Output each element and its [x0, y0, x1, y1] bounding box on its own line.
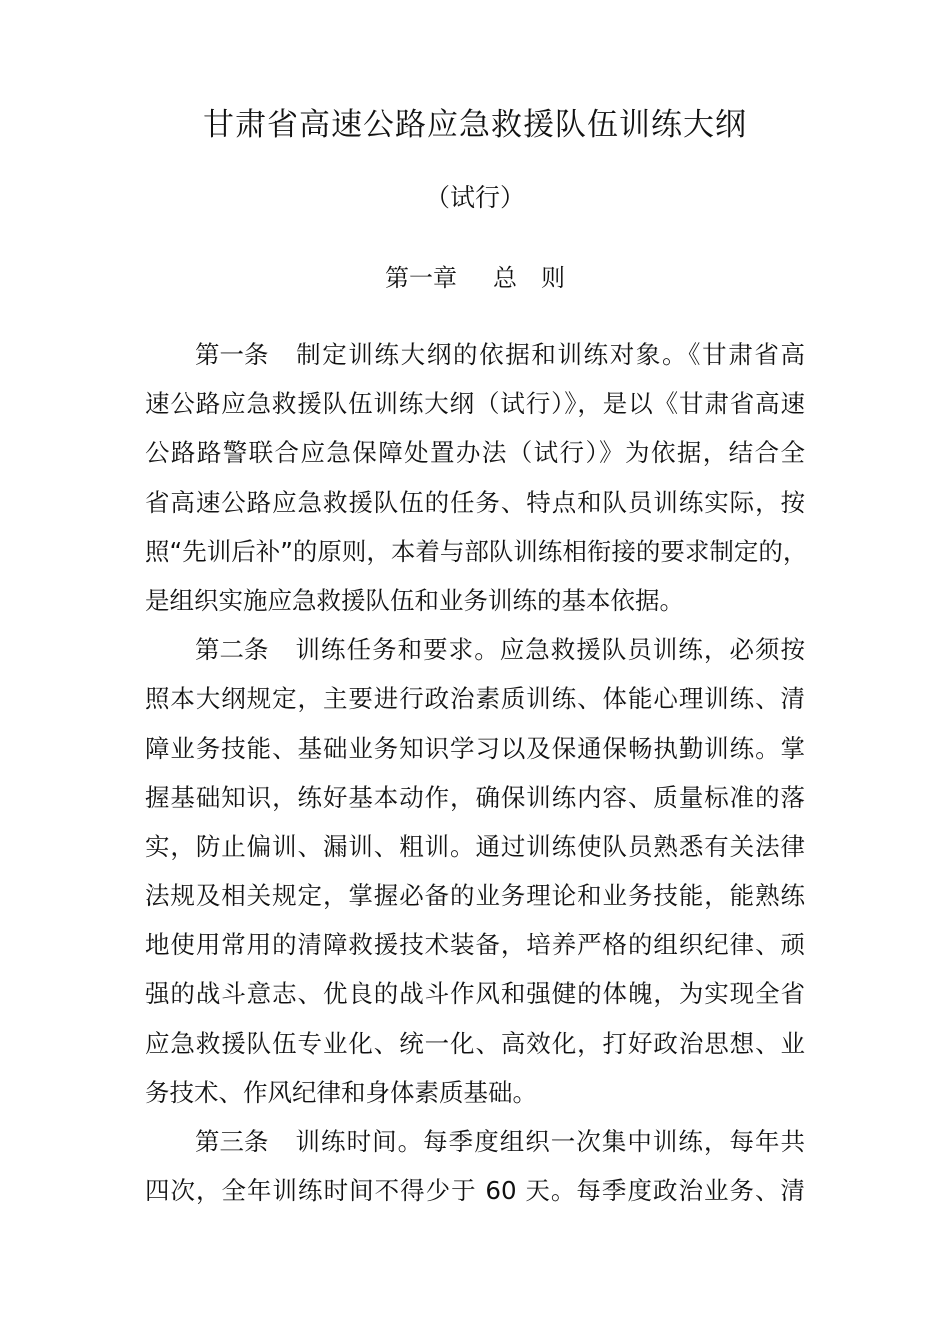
article-line: 四次，全年训练时间不得少于 60 天。每季度政治业务、清	[145, 1176, 805, 1206]
document-title: 甘肃省高速公路应急救援队伍训练大纲	[203, 107, 747, 143]
article-label: 第一条	[195, 340, 269, 369]
article-3	[145, 1117, 805, 1215]
article-label: 第三条	[195, 1127, 269, 1156]
article-text: 制定训练大纲的依据和训练对象。《甘肃省高	[294, 340, 805, 369]
chapter-heading	[0, 256, 950, 300]
chapter-number: 第一章	[385, 264, 457, 292]
article-text: 训练任务和要求。应急救援队员训练，必须按	[294, 635, 805, 665]
article-line: 省高速公路应急救援队伍的任务、特点和队员训练实际，按	[145, 487, 805, 517]
article-text: 训练时间。每季度组织一次集中训练，每年共	[294, 1127, 805, 1156]
chapter-name-part1: 总	[493, 264, 517, 292]
article-2	[145, 625, 805, 1117]
article-line	[145, 625, 805, 674]
article-line: 照“先训后补”的原则，本着与部队训练相衔接的要求制定的，	[145, 536, 808, 566]
article-line: 务技术、作风纪律和身体素质基础。	[145, 1077, 537, 1107]
article-line	[145, 1117, 805, 1166]
chapter-name-part2: 则	[541, 264, 565, 292]
article-line: 实，防止偏训、漏训、粗训。通过训练使队员熟悉有关法律	[145, 831, 805, 861]
article-line: 是组织实施应急救援队伍和业务训练的基本依据。	[145, 585, 684, 615]
article-label: 第二条	[195, 635, 269, 665]
article-line: 地使用常用的清障救援技术装备，培养严格的组织纪律、顽	[145, 930, 805, 960]
article-line: 公路路警联合应急保障处置办法（试行）》为依据，结合全	[145, 438, 805, 468]
article-line: 法规及相关规定，掌握必备的业务理论和业务技能，能熟练	[145, 881, 805, 911]
article-line: 强的战斗意志、优良的战斗作风和强健的体魄，为实现全省	[145, 979, 805, 1009]
article-line	[145, 330, 805, 379]
article-line: 握基础知识，练好基本动作，确保训练内容、质量标准的落	[145, 782, 805, 812]
article-line: 照本大纲规定，主要进行政治素质训练、体能心理训练、清	[145, 684, 805, 714]
article-line: 障业务技能、基础业务知识学习以及保通保畅执勤训练。掌	[145, 733, 805, 763]
article-line: 速公路应急救援队伍训练大纲（试行）》，是以《甘肃省高速	[145, 389, 805, 419]
chapter-body	[145, 330, 808, 1215]
article-line: 应急救援队伍专业化、统一化、高效化，打好政治思想、业	[145, 1028, 805, 1058]
document-subtitle: （试行）	[424, 183, 525, 212]
article-1	[145, 330, 808, 625]
